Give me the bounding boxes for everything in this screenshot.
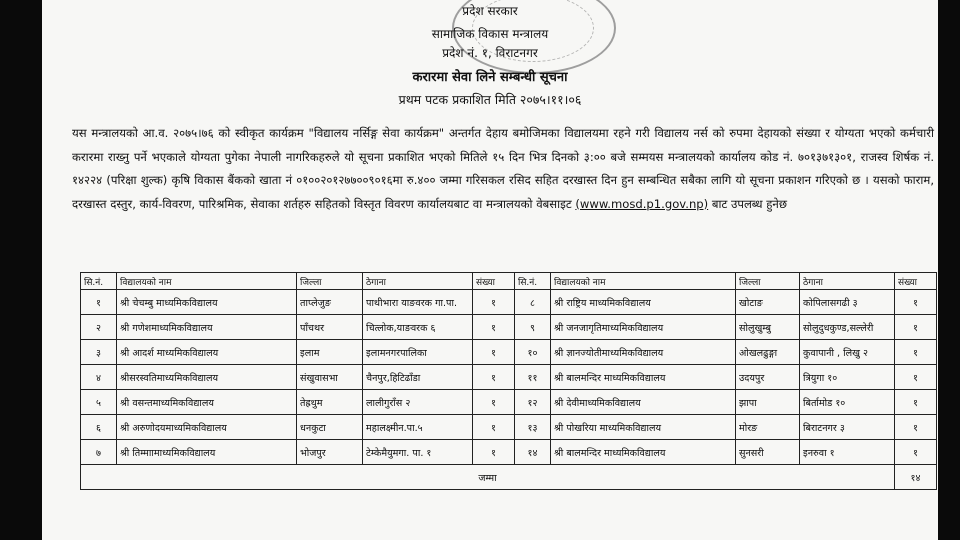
table-cell-col-district: धनकुटा [297, 415, 363, 440]
table-cell-col-address: चैनपुर,हिटिढाँडा [363, 365, 473, 390]
table-cell-col-school-name: श्री आदर्श माध्यमिकविद्यालय [117, 340, 297, 365]
table-header-col-address-2: ठेगाना [800, 273, 895, 290]
table-cell-col-sn-2: १० [515, 340, 551, 365]
table-row [81, 290, 937, 315]
notice-body [72, 122, 934, 216]
table-cell-col-sn: १ [81, 290, 117, 315]
table-cell-col-sn: ६ [81, 415, 117, 440]
left-black-margin [0, 0, 42, 540]
table-cell-col-district-2: मोरङ [736, 415, 800, 440]
table-cell-col-sn: ५ [81, 390, 117, 415]
table-cell-col-count-2: १ [895, 315, 937, 340]
table-row [81, 440, 937, 465]
table-header-col-district-2: जिल्ला [736, 273, 800, 290]
table-cell-col-school-name-2: श्री जनजागृतिमाध्यमिकविद्यालय [551, 315, 736, 340]
document-page [42, 0, 938, 540]
table-cell-col-address-2: कोपिलासगढी ३ [800, 290, 895, 315]
table-row [81, 340, 937, 365]
table-cell-col-school-name-2: श्री देवीमाध्यमिकविद्यालय [551, 390, 736, 415]
table-header-col-school-name-2: विद्यालयको नाम [551, 273, 736, 290]
table-cell-col-address: लालीगुराँस २ [363, 390, 473, 415]
total-value: १४ [895, 465, 937, 490]
school-table [80, 272, 937, 490]
table-cell-col-count-2: १ [895, 365, 937, 390]
header-ministry: सामाजिक विकास मन्त्रालय [431, 27, 549, 41]
table-cell-col-school-name-2: श्री ज्ञानज्योतीमाध्यमिकविद्यालय [551, 340, 736, 365]
table-header-col-count: संख्या [473, 273, 515, 290]
table-cell-col-count-2: १ [895, 440, 937, 465]
table-cell-col-address-2: सोलुदुधकुण्ड,सल्लेरी [800, 315, 895, 340]
table-cell-col-school-name-2: श्री पोखरिया माध्यमिकविद्यालय [551, 415, 736, 440]
table-cell-col-address-2: कुवापानी , लिखु २ [800, 340, 895, 365]
table-cell-col-sn: ४ [81, 365, 117, 390]
table-cell-col-count-2: १ [895, 390, 937, 415]
table-cell-col-sn-2: १४ [515, 440, 551, 465]
table-cell-col-sn: २ [81, 315, 117, 340]
table-header-col-address: ठेगाना [363, 273, 473, 290]
header-government: प्रदेश सरकार [462, 4, 518, 18]
table-header-row [81, 273, 937, 290]
table-cell-col-district-2: ओखलढुङ्गा [736, 340, 800, 365]
table-cell-col-school-name: श्री चेचम्बु माध्यमिकविद्यालय [117, 290, 297, 315]
table-cell-col-address: पाथीभारा याङवरक गा.पा. [363, 290, 473, 315]
table-row [81, 390, 937, 415]
table-cell-col-sn: ७ [81, 440, 117, 465]
notice-body-text: यस मन्त्रालयको आ.व. २०७५।७६ को स्वीकृत कार्यक्रम "विद्यालय नर्सिङ्ग सेवा कार्यक्रम" अन्तर्गत देहाय बमोजिमका विद्यालयमा रहने गरी विद्यालय नर्स को रुपमा देहायको संख्या र योग्यता भएको कर्मचारी करारमा राख्नु पर्ने भएकाले योग्यता पुगेका नेपाली नागरिकहरुले यो सूचना प्रकाशित भएको मितिले १५ दिन भित्र दिनको ३:०० बजे सम्मयस मन्त्रालयको कार्यालय कोड नं. ७०१३७१३०१, राजस्व शिर्षक नं. १४२२४ (परिक्षा शुल्क) कृषि विकास बैंकको खाता नं ०१००२०१२७७००९०१६मा रु.४०० जम्मा गरिसकल रसिद सहित दरखास्त दिन हुन सम्बन्धित सबैका लागि यो सूचना प्रकाशन गरिएको छ । यसको फाराम, दरखास्त दस्तुर, कार्य-विवरण, पारिश्रमिक, सेवाका शर्तहरु सहितको विस्तृत विवरण कार्यालयबाट वा मन्त्रालयको वेबसाइट [72, 126, 934, 211]
table-cell-col-district-2: खोटाङ [736, 290, 800, 315]
table-cell-col-school-name: श्री गणेशमाध्यमिकविद्यालय [117, 315, 297, 340]
table-cell-col-district: इलाम [297, 340, 363, 365]
table-cell-col-count: १ [473, 415, 515, 440]
table-row [81, 315, 937, 340]
table-cell-col-count-2: १ [895, 415, 937, 440]
ministry-website-link[interactable]: (www.mosd.p1.gov.np) [575, 196, 709, 211]
table-cell-col-address-2: बिराटनगर ३ [800, 415, 895, 440]
table-row [81, 365, 937, 390]
table-cell-col-district: भोजपुर [297, 440, 363, 465]
table-cell-col-count: १ [473, 365, 515, 390]
table-cell-col-district: ताप्लेजुङ [297, 290, 363, 315]
table-cell-col-address: महालक्ष्मीन.पा.५ [363, 415, 473, 440]
table-header-col-sn: सि.नं. [81, 273, 117, 290]
right-black-margin [938, 0, 960, 540]
table-cell-col-sn-2: १३ [515, 415, 551, 440]
table-header-col-district: जिल्ला [297, 273, 363, 290]
table-cell-col-address-2: इनरुवा १ [800, 440, 895, 465]
table-cell-col-sn-2: ९ [515, 315, 551, 340]
table-cell-col-address-2: बिर्तामोड १० [800, 390, 895, 415]
table-cell-col-school-name-2: श्री राष्ट्रिय माध्यमिकविद्यालय [551, 290, 736, 315]
total-label: जम्मा [81, 465, 895, 490]
table-header-col-school-name: विद्यालयको नाम [117, 273, 297, 290]
table-cell-col-school-name: श्री वसन्तमाध्यमिकविद्यालय [117, 390, 297, 415]
table-header-col-sn-2: सि.नं. [515, 273, 551, 290]
notice-date: प्रथम पटक प्रकाशित मिति २०७५।११।०६ [398, 92, 582, 107]
table-total-row [81, 465, 937, 490]
table-cell-col-school-name: श्री अरुणोदयमाध्यमिकविद्यालय [117, 415, 297, 440]
table-cell-col-school-name-2: श्री बालमन्दिर माध्यमिकविद्यालय [551, 440, 736, 465]
table-cell-col-district: पाँचथर [297, 315, 363, 340]
table-cell-col-school-name: श्रीसरस्वतिमाध्यमिकविद्यालय [117, 365, 297, 390]
table-cell-col-count: १ [473, 440, 515, 465]
table-cell-col-district-2: सुनसरी [736, 440, 800, 465]
table-cell-col-district: तेह्रथुम [297, 390, 363, 415]
table-cell-col-address-2: त्रियुगा १० [800, 365, 895, 390]
table-cell-col-count: १ [473, 390, 515, 415]
table-header-col-count-2: संख्या [895, 273, 937, 290]
table-cell-col-count: १ [473, 290, 515, 315]
table-cell-col-address: इलामनगरपालिका [363, 340, 473, 365]
table-cell-col-address: टेम्केमैयुमगा. पा. १ [363, 440, 473, 465]
table-cell-col-count: १ [473, 340, 515, 365]
header-province: प्रदेश नं. १, विराटनगर [442, 46, 538, 60]
notice-body-tail: बाट उपलब्ध हुनेछ [711, 196, 787, 211]
table-cell-col-district-2: उदयपुर [736, 365, 800, 390]
table-cell-col-district-2: झापा [736, 390, 800, 415]
table-cell-col-sn-2: ८ [515, 290, 551, 315]
table-cell-col-count-2: १ [895, 340, 937, 365]
table-row [81, 415, 937, 440]
table-cell-col-count: १ [473, 315, 515, 340]
table-cell-col-district-2: सोलुखुम्बु [736, 315, 800, 340]
table-cell-col-sn: ३ [81, 340, 117, 365]
table-cell-col-sn-2: १२ [515, 390, 551, 415]
table-cell-col-district: संखुवासभा [297, 365, 363, 390]
notice-title: करारमा सेवा लिने सम्बन्धी सूचना [412, 70, 568, 85]
table-cell-col-school-name-2: श्री बालमन्दिर माध्यमिकविद्यालय [551, 365, 736, 390]
table-cell-col-sn-2: ११ [515, 365, 551, 390]
table-cell-col-address: चित्लोक,याङवरक ६ [363, 315, 473, 340]
table-cell-col-count-2: १ [895, 290, 937, 315]
table-cell-col-school-name: श्री तिम्माामाध्यमिकविद्यालय [117, 440, 297, 465]
